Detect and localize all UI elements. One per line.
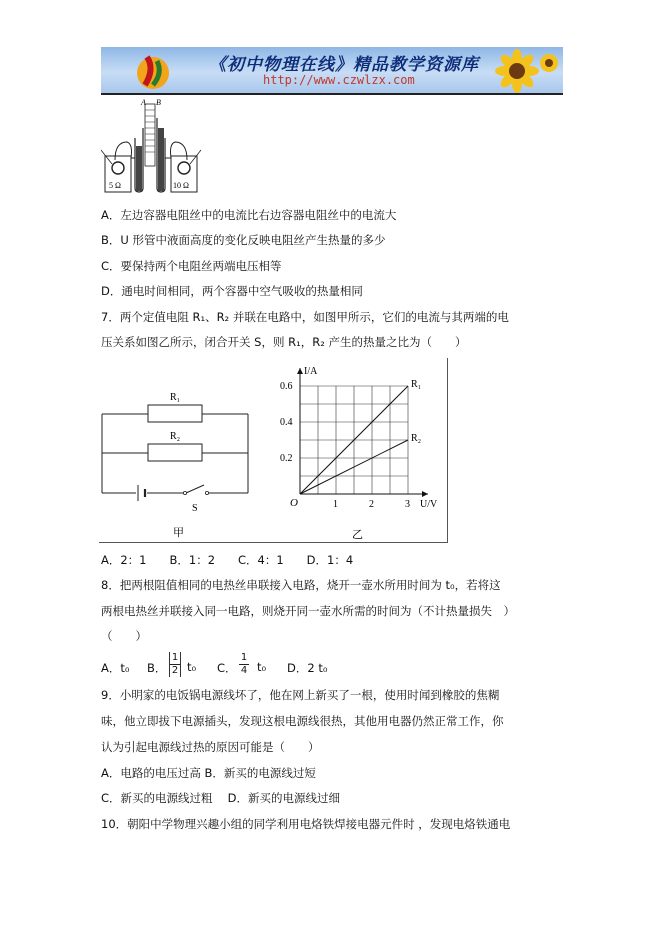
y-tick-label: 0.4 — [280, 417, 293, 428]
q7-options: A．2：1 B．1：2 C．4：1 D．1：4 — [101, 553, 354, 567]
q8-option-d: D．2 t₀ — [287, 661, 328, 675]
q9-stem-line2: 味，他立即拔下电源插头，发现这根电源线很热，其他用电器仍然正常工作，你 — [101, 714, 504, 728]
circuit-switch-label: S — [192, 503, 198, 514]
circuit-r1-label: R₁ — [170, 392, 181, 403]
q8-option-a: A．t₀ — [101, 661, 130, 675]
header-url[interactable]: http://www.czwlzx.com — [263, 73, 415, 87]
q9-stem-line3: 认为引起电源线过热的原因可能是（ ） — [101, 740, 320, 754]
q8-option-b-fraction — [169, 652, 181, 677]
x-tick-label: 1 — [333, 499, 338, 510]
q8-option-b-prefix: B． — [147, 661, 167, 675]
q6-option-c: C．要保持两个电阻丝两端电压相等 — [101, 259, 282, 273]
joule-heating-apparatus-figure — [101, 98, 201, 196]
q9-options-cd: C．新买的电源线过粗 D．新买的电源线过细 — [101, 791, 341, 805]
resistor-r2 — [148, 444, 202, 461]
q8-option-b-numerator: 1 — [171, 652, 179, 663]
q7-stem-line2: 压关系如图乙所示，闭合开关 S，则 R₁，R₂ 产生的热量之比为（ ） — [101, 335, 467, 349]
q8-stem-line2: 两根电热丝并联接入同一电路，则烧开同一壶水所需的时间为（不计热量损失 ） — [101, 604, 515, 618]
label-a: A — [141, 98, 146, 107]
scale-bar — [145, 104, 155, 166]
resistor-r1 — [148, 405, 202, 422]
x-axis-label: U/V — [420, 499, 438, 510]
graph-caption: 乙 — [352, 529, 363, 541]
q8-option-c-denominator: 4 — [240, 665, 248, 676]
x-tick-label: 3 — [405, 499, 410, 510]
q8-option-c-numerator: 1 — [240, 652, 248, 663]
q6-option-b: B．U 形管中液面高度的变化反映电阻丝产生热量的多少 — [101, 233, 386, 247]
series-label: R₂ — [411, 433, 422, 444]
q8-stem-line1: 8．把两根阻值相同的电热丝串联接入电路，烧开一壶水所用时间为 t₀，若将这 — [101, 578, 501, 592]
q8-option-c-prefix: C． — [217, 661, 237, 675]
q6-option-d: D．通电时间相同，两个容器中空气吸收的热量相同 — [101, 284, 363, 298]
q9-options-ab: A．电路的电压过高 B．新买的电源线过短 — [101, 766, 316, 780]
q8-stem-line3: （ ） — [101, 629, 147, 643]
q7-stem-line1: 7．两个定值电阻 R₁、R₂ 并联在电路中，如图甲所示，它们的电流与其两端的电 — [101, 310, 509, 324]
y-tick-label: 0.6 — [280, 381, 293, 392]
q9-stem-line1: 9．小明家的电饭锅电源线坏了，他在网上新买了一根，使用时闻到橡胶的焦糊 — [101, 688, 500, 702]
iu-graph — [272, 362, 447, 542]
label-b: B — [156, 98, 161, 107]
q6-option-a: A．左边容器电阻丝中的电流比右边容器电阻丝中的电流大 — [101, 208, 397, 222]
sunflower-icon — [489, 49, 559, 93]
q8-option-c-suffix: t₀ — [257, 660, 267, 674]
x-tick-label: 2 — [369, 499, 374, 510]
origin-label: O — [290, 497, 298, 509]
right-resistor-label: 10 Ω — [173, 181, 189, 190]
q8-option-b-denominator: 2 — [171, 665, 179, 676]
header-title: 《初中物理在线》精品教学资源库 — [209, 55, 479, 75]
q8-option-b-suffix: t₀ — [187, 660, 197, 674]
circuit-r2-label: R₂ — [170, 431, 181, 442]
left-resistor-label: 5 Ω — [109, 181, 121, 190]
graph-labels — [280, 366, 438, 510]
y-axis-label: I/A — [304, 366, 318, 377]
y-tick-label: 0.2 — [280, 453, 293, 464]
header-banner — [101, 47, 563, 95]
series-label: R₁ — [411, 379, 422, 390]
site-logo-icon — [133, 51, 173, 91]
circuit-caption: 甲 — [173, 527, 184, 539]
parallel-circuit-diagram — [100, 380, 255, 540]
y-axis-arrow-icon — [297, 368, 303, 374]
q10-stem-line1: 10．朝阳中学物理兴趣小组的同学利用电烙铁焊接电器元件时 ，发现电烙铁通电 — [101, 817, 511, 831]
x-axis-arrow-icon — [422, 491, 428, 497]
q8-option-c-fraction — [239, 652, 249, 677]
